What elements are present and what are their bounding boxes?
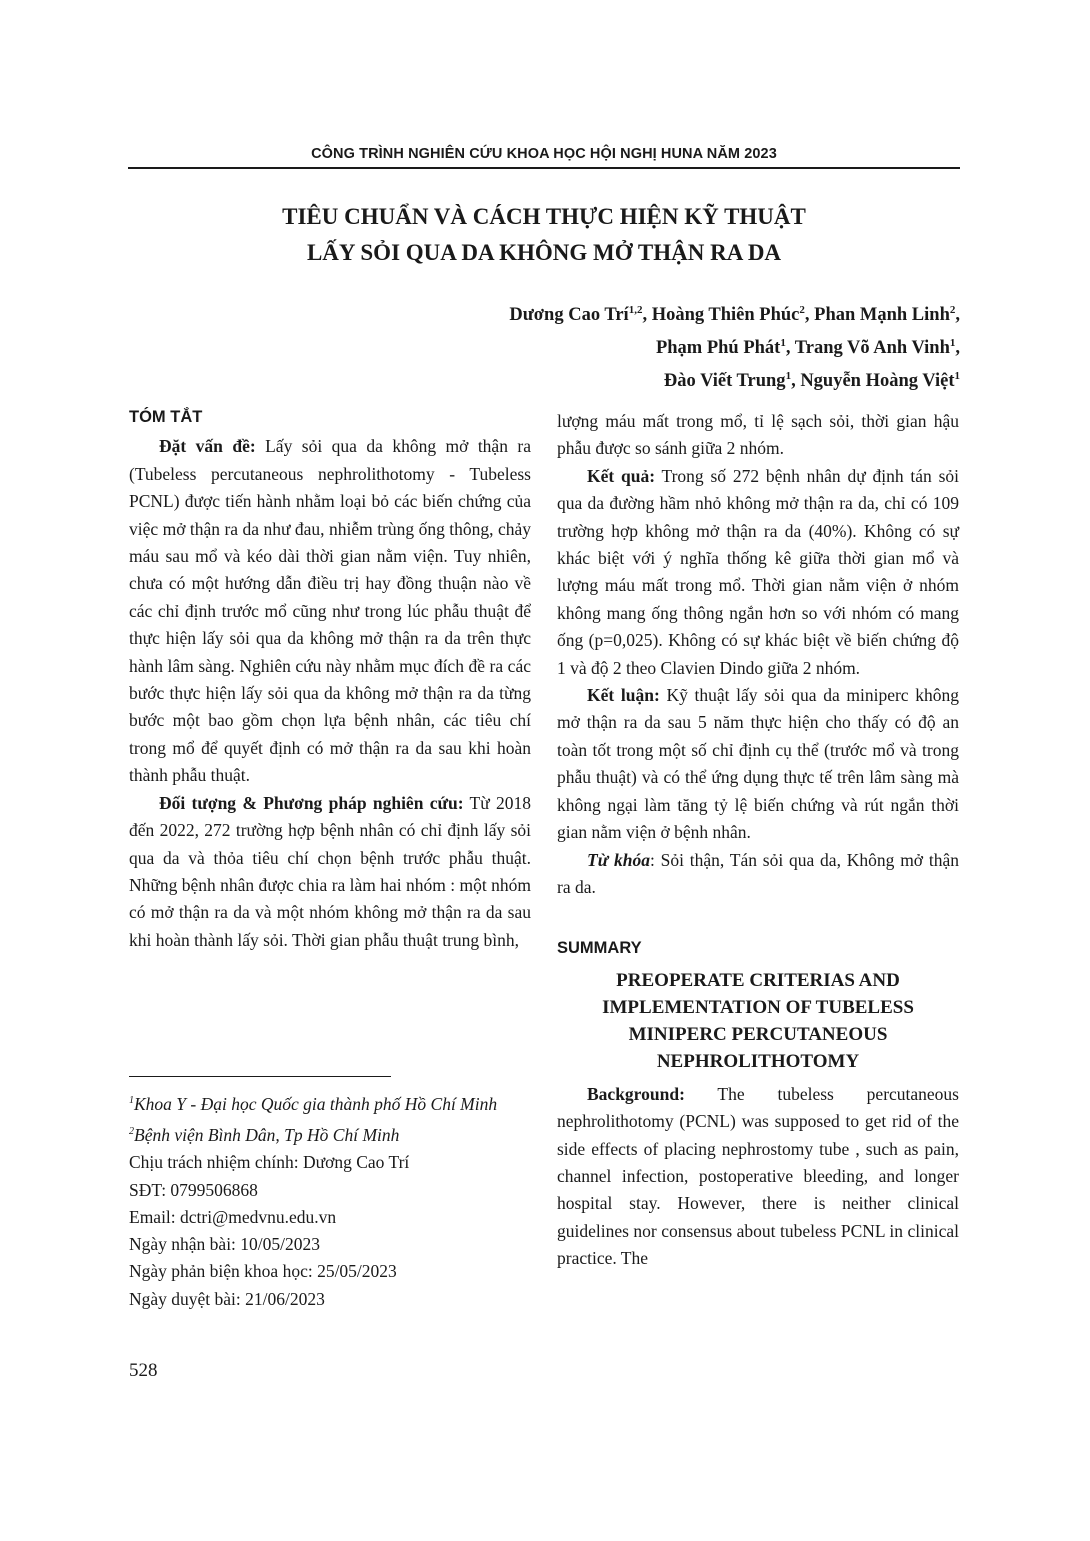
title-line-1: TIÊU CHUẨN VÀ CÁCH THỰC HIỆN KỸ THUẬT xyxy=(282,204,806,229)
left-column xyxy=(129,404,531,954)
author-affiliation: 1 xyxy=(954,370,960,383)
author-affiliation: 1 xyxy=(785,370,792,383)
author-line-2: Phạm Phú Phát$^1$, Trang Võ Anh Vinh$^1$, xyxy=(655,337,960,359)
date-reviewed: Ngày phản biện khoa học: 25/05/2023 xyxy=(129,1261,397,1282)
affiliation-2-mark: 2 xyxy=(129,1126,134,1138)
methods-continued: lượng máu mất trong mổ, tỉ lệ sạch sỏi, thời gian hậu phẫu được so sánh giữa 2 nhóm. xyxy=(557,411,959,459)
header-divider xyxy=(128,167,960,169)
title-line-2: LẤY SỎI QUA DA KHÔNG MỞ THẬN RA DA xyxy=(306,240,782,265)
affiliation-1 xyxy=(129,1087,531,1118)
author-affiliation: 1 xyxy=(949,337,956,350)
abstract-heading: TÓM TẮT xyxy=(129,408,203,426)
date-accepted: Ngày duyệt bài: 21/06/2023 xyxy=(129,1288,325,1309)
author-affiliation: 1 xyxy=(780,337,786,350)
running-header: CÔNG TRÌNH NGHIÊN CỨU KHOA HỌC HỘI NGHỊ HUNA NĂM 2023 xyxy=(311,146,777,162)
page-number: 528 xyxy=(129,1360,158,1381)
right-column xyxy=(557,408,959,1273)
affiliation-2-text: Bệnh viện Bình Dân, Tp Hồ Chí Minh xyxy=(134,1124,400,1145)
english-title-line-3: MINIPERC PERCUTANEOUS xyxy=(628,1023,888,1045)
affiliation-1-mark: 1 xyxy=(129,1095,134,1106)
author-name: Dương Cao Trí xyxy=(509,305,629,326)
background-label: Đặt vấn đề: xyxy=(159,436,256,457)
corresponding-author: Chịu trách nhiệm chính: Dương Cao Trí xyxy=(129,1152,410,1173)
abstract-conclusion xyxy=(557,682,959,846)
english-title-line-1: PREOPERATE CRITERIAS AND xyxy=(616,969,900,991)
abstract-results xyxy=(557,463,959,682)
abstract-background xyxy=(129,433,531,789)
author-line-1: Dương Cao Trí$^{1,2}$, Hoàng Thiên Phúc$^2$, Phan Mạnh Linh$^2$, xyxy=(509,304,960,326)
date-received: Ngày nhận bài: 10/05/2023 xyxy=(129,1234,321,1255)
summary-background-text: The tubeless percutaneous nephrolithotomy (PCNL) was supposed to get rid of the side effects of placing nephrostomy tube , such as pain, channel infection, postoperative bleeding, and longer hospital stay. However, there is neither clinical guidelines nor consensus about tubeless PCNL in clinical practice. The xyxy=(557,1083,959,1269)
summary-background xyxy=(557,1081,959,1273)
english-title-line-2: IMPLEMENTATION OF TUBELESS xyxy=(602,996,914,1018)
affiliation-2 xyxy=(129,1118,531,1149)
author-affiliation: 2 xyxy=(949,304,956,316)
methods-text: Từ 2018 đến 2022, 272 trường hợp bệnh nhân có chỉ định lấy sỏi qua da và thỏa tiêu chí chọn bệnh trước phẫu thuật. Những bệnh nhân được chia ra làm hai nhóm : một nhóm có mở thận ra da và một nhóm không mở thận ra da sau khi hoàn thành lấy sỏi. Thời gian phẫu thuật trung bình, xyxy=(129,792,532,950)
summary-background-label: Background: xyxy=(587,1083,685,1104)
results-text: Trong số 272 bệnh nhân dự định tán sỏi qua da đường hầm nhỏ không mở thận ra da, chỉ có 109 trường hợp không mở thận ra da (40%). Không có sự khác biệt với ý nghĩa thống kê giữa thời gian mổ và lượng máu mất trong mổ. Thời gian nằm viện ở nhóm không mang ống thông ngắn hơn so với nhóm có mang ống (p=0,025). Không có sự khác biệt về biến chứng độ 1 và độ 2 theo Clavien Dindo giữa 2 nhóm. xyxy=(557,465,959,678)
email: Email: dctri@medvnu.edu.vn xyxy=(129,1206,337,1227)
english-title-line-4: NEPHROLITHOTOMY xyxy=(656,1050,860,1072)
english-title xyxy=(557,967,959,1075)
abstract-keywords xyxy=(557,847,959,902)
footnotes xyxy=(129,1087,531,1313)
author-name: Nguyễn Hoàng Việt xyxy=(800,371,955,392)
author-list xyxy=(260,296,960,395)
conclusion-text: Kỹ thuật lấy sỏi qua da miniperc không mở thận ra da sau 5 năm thực hiện cho thấy có độ an toàn tốt trong một số chỉ định cụ thể (trước mổ và trong phẫu thuật) và có thể ứng dụng thực tế trên lâm sàng mà không ngại làm tăng tỷ lệ biến chứng và rút ngắn thời gian nằm viện ở bệnh nhân. xyxy=(557,685,959,843)
author-name: Đào Viết Trung xyxy=(663,371,786,392)
keywords-text: : Sỏi thận, Tán sỏi qua da, Không mở thận ra da. xyxy=(557,849,959,897)
summary-heading: SUMMARY xyxy=(557,939,642,958)
author-affiliation: 1,2 xyxy=(628,304,643,316)
abstract-methods xyxy=(129,790,531,954)
methods-label: Đối tượng & Phương pháp nghiên cứu: xyxy=(159,792,464,813)
author-affiliation: 2 xyxy=(799,304,805,316)
affiliation-1-text: Khoa Y - Đại học Quốc gia thành phố Hồ Chí Minh xyxy=(134,1093,498,1114)
author-name: Phạm Phú Phát xyxy=(655,338,781,359)
author-name: Trang Võ Anh Vinh xyxy=(794,338,950,359)
footnote-divider xyxy=(129,1076,391,1077)
paper-title xyxy=(128,199,960,271)
author-name: Hoàng Thiên Phúc xyxy=(651,305,800,326)
conclusion-label: Kết luận: xyxy=(587,685,660,706)
author-name: Phan Mạnh Linh xyxy=(814,305,950,326)
results-label: Kết quả: xyxy=(587,465,656,486)
background-text: Lấy sỏi qua da không mở thận ra (Tubeless percutaneous nephrolithotomy - Tubeless PCNL) được tiến hành nhằm loại bỏ các biến chứng của việc mở thận ra da như đau, nhiễm trùng ống thông, chảy máu sau mổ và kéo dài thời gian nằm viện. Tuy nhiên, chưa có một hướng dẫn điều trị hay đồng thuận nào về các chỉ định trước mổ cũng như trong lúc phẫu thuật để thực hiện lấy sỏi qua da không mở thận ra da trên thực hành lâm sàng. Nghiên cứu này nhằm mục đích đề ra các bước thực hiện lấy sỏi qua da không mở thận ra da từng bước một bao gồm chọn lựa bệnh nhân, các tiêu chí trong mổ để quyết định có mở thận ra da sau khi hoàn thành phẫu thuật. xyxy=(129,436,531,786)
author-line-3: Đào Viết Trung$^1$, Nguyễn Hoàng Việt$^1$ xyxy=(663,370,960,392)
keywords-label: Từ khóa xyxy=(587,849,650,870)
phone: SĐT: 0799506868 xyxy=(129,1179,258,1200)
